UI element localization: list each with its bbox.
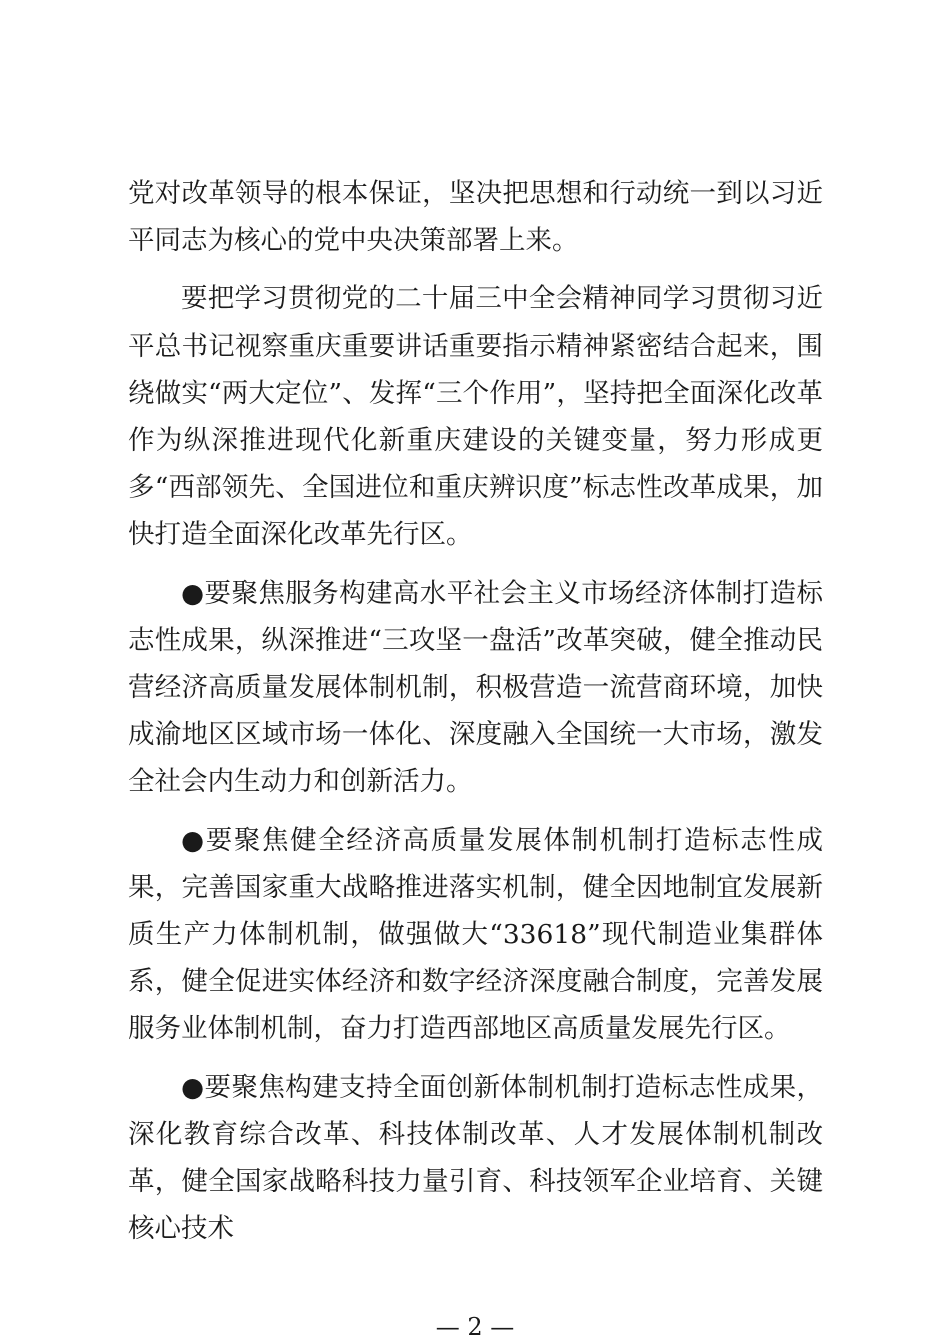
- paragraph-high-quality-development: ●要聚焦健全经济高质量发展体制机制打造标志性成果，完善国家重大战略推进落实机制，健全因地制宜发展新质生产力体制机制，做强做大“33618”现代制造业集群体系，健全促进实体经济和数字经济深度融合制度，完善发展服务业体制机制，奋力打造西部地区高质量发展先行区。: [128, 824, 823, 1045]
- paragraph-continuation: 党对改革领导的根本保证，坚决把思想和行动统一到以习近平同志为核心的党中央决策部署上来。: [128, 178, 823, 257]
- paragraph-market-economy: ●要聚焦服务构建高水平社会主义市场经济体制打造标志性成果，纵深推进“三攻坚一盘活”改革突破，健全推动民营经济高质量发展体制机制，积极营造一流营商环境，加快成渝地区区域市场一体化、深度融入全国统一大市场，激发全社会内生动力和创新活力。: [128, 577, 823, 798]
- paragraph-innovation: ●要聚焦构建支持全面创新体制机制打造标志性成果，深化教育综合改革、科技体制改革、人才发展体制机制改革，健全国家战略科技力量引育、科技领军企业培育、关键核心技术: [128, 1071, 823, 1245]
- page-number: — 2 —: [435, 1313, 515, 1341]
- document-body: [128, 170, 823, 1263]
- paragraph-reform-guidance: 要把学习贯彻党的二十届三中全会精神同学习贯彻习近平总书记视察重庆重要讲话重要指示精神紧密结合起来，围绕做实“两大定位”、发挥“三个作用”，坚持把全面深化改革作为纵深推进现代化新重庆建设的关键变量，努力形成更多“西部领先、全国进位和重庆辨识度”标志性改革成果，加快打造全面深化改革先行区。: [128, 283, 823, 551]
